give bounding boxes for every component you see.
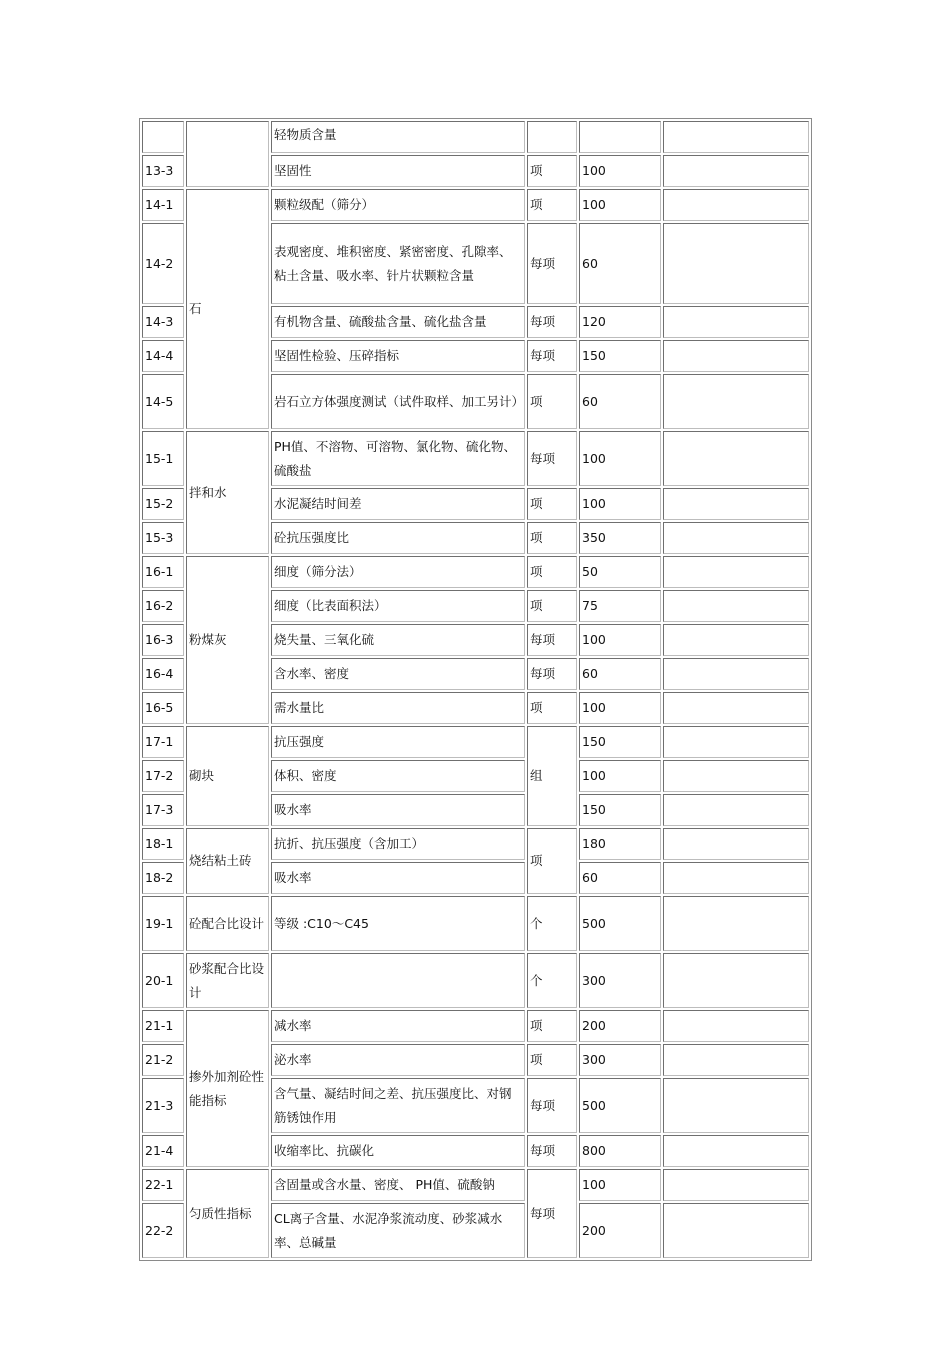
price-cell: 300 xyxy=(579,1044,661,1076)
item-code-cell: 20-1 xyxy=(142,953,184,1008)
test-item-cell: 砼抗压强度比 xyxy=(271,522,525,554)
test-item-cell: 颗粒级配（筛分） xyxy=(271,189,525,221)
price-cell: 100 xyxy=(579,624,661,656)
table-row xyxy=(142,828,809,860)
price-cell: 100 xyxy=(579,488,661,520)
item-code-cell: 18-2 xyxy=(142,862,184,894)
test-item-cell: 吸水率 xyxy=(271,862,525,894)
price-cell: 60 xyxy=(579,862,661,894)
price-cell: 100 xyxy=(579,189,661,221)
item-code-cell: 14-2 xyxy=(142,223,184,304)
test-item-cell: 吸水率 xyxy=(271,794,525,826)
item-code-cell: 22-1 xyxy=(142,1169,184,1201)
price-cell: 500 xyxy=(579,1078,661,1133)
price-cell: 60 xyxy=(579,658,661,690)
unit-cell: 项 xyxy=(527,488,577,520)
note-cell xyxy=(663,692,809,724)
price-cell: 75 xyxy=(579,590,661,622)
unit-cell: 每项 xyxy=(527,223,577,304)
note-cell xyxy=(663,1078,809,1133)
price-cell: 150 xyxy=(579,340,661,372)
table-row xyxy=(142,189,809,221)
item-code-cell: 16-1 xyxy=(142,556,184,588)
test-fee-table xyxy=(139,118,812,1261)
price-cell: 60 xyxy=(579,223,661,304)
unit-cell: 项 xyxy=(527,828,577,894)
item-code-cell: 17-3 xyxy=(142,794,184,826)
note-cell xyxy=(663,794,809,826)
category-cell: 匀质性指标 xyxy=(186,1169,269,1258)
test-item-cell: 减水率 xyxy=(271,1010,525,1042)
unit-cell: 个 xyxy=(527,953,577,1008)
test-item-cell: PH值、不溶物、可溶物、氯化物、硫化物、硫酸盐 xyxy=(271,431,525,486)
category-cell xyxy=(186,121,269,187)
item-code-cell: 16-4 xyxy=(142,658,184,690)
price-cell: 50 xyxy=(579,556,661,588)
item-code-cell: 21-3 xyxy=(142,1078,184,1133)
unit-cell: 项 xyxy=(527,692,577,724)
test-item-cell: 细度（筛分法） xyxy=(271,556,525,588)
test-item-cell: 坚固性 xyxy=(271,155,525,187)
category-cell: 砂浆配合比设计 xyxy=(186,953,269,1008)
table-row xyxy=(142,1010,809,1042)
unit-cell: 每项 xyxy=(527,1169,577,1258)
note-cell xyxy=(663,828,809,860)
table-row xyxy=(142,431,809,486)
item-code-cell: 14-3 xyxy=(142,306,184,338)
item-code-cell: 17-2 xyxy=(142,760,184,792)
test-item-cell: 坚固性检验、压碎指标 xyxy=(271,340,525,372)
test-item-cell: 抗压强度 xyxy=(271,726,525,758)
unit-cell: 项 xyxy=(527,1010,577,1042)
note-cell xyxy=(663,1044,809,1076)
unit-cell: 项 xyxy=(527,556,577,588)
item-code-cell: 16-5 xyxy=(142,692,184,724)
note-cell xyxy=(663,1135,809,1167)
note-cell xyxy=(663,1010,809,1042)
note-cell xyxy=(663,862,809,894)
test-item-cell: 需水量比 xyxy=(271,692,525,724)
test-item-cell: 水泥凝结时间差 xyxy=(271,488,525,520)
unit-cell: 项 xyxy=(527,189,577,221)
unit-cell: 每项 xyxy=(527,340,577,372)
category-cell: 砼配合比设计 xyxy=(186,896,269,951)
item-code-cell: 16-2 xyxy=(142,590,184,622)
category-cell: 粉煤灰 xyxy=(186,556,269,724)
unit-cell: 每项 xyxy=(527,1078,577,1133)
test-item-cell: CL离子含量、水泥净浆流动度、砂浆减水率、总碱量 xyxy=(271,1203,525,1258)
price-cell: 100 xyxy=(579,155,661,187)
item-code-cell: 15-1 xyxy=(142,431,184,486)
note-cell xyxy=(663,121,809,153)
test-item-cell: 表观密度、堆积密度、紧密密度、孔隙率、粘土含量、吸水率、针片状颗粒含量 xyxy=(271,223,525,304)
table-row xyxy=(142,726,809,758)
note-cell xyxy=(663,1169,809,1201)
note-cell xyxy=(663,624,809,656)
unit-cell: 项 xyxy=(527,374,577,429)
item-code-cell: 13-3 xyxy=(142,155,184,187)
item-code-cell: 14-1 xyxy=(142,189,184,221)
note-cell xyxy=(663,658,809,690)
item-code-cell: 15-3 xyxy=(142,522,184,554)
unit-cell: 每项 xyxy=(527,1135,577,1167)
unit-cell: 每项 xyxy=(527,658,577,690)
unit-cell: 个 xyxy=(527,896,577,951)
unit-cell: 项 xyxy=(527,522,577,554)
item-code-cell: 19-1 xyxy=(142,896,184,951)
test-item-cell: 有机物含量、硫酸盐含量、硫化盐含量 xyxy=(271,306,525,338)
unit-cell: 项 xyxy=(527,590,577,622)
unit-cell: 每项 xyxy=(527,306,577,338)
item-code-cell: 15-2 xyxy=(142,488,184,520)
test-item-cell: 收缩率比、抗碳化 xyxy=(271,1135,525,1167)
table-row xyxy=(142,556,809,588)
note-cell xyxy=(663,522,809,554)
test-item-cell: 等级 :C10～C45 xyxy=(271,896,525,951)
unit-cell: 每项 xyxy=(527,624,577,656)
item-code-cell: 16-3 xyxy=(142,624,184,656)
item-code-cell: 18-1 xyxy=(142,828,184,860)
price-cell: 100 xyxy=(579,692,661,724)
note-cell xyxy=(663,189,809,221)
note-cell xyxy=(663,896,809,951)
price-cell: 60 xyxy=(579,374,661,429)
item-code-cell: 22-2 xyxy=(142,1203,184,1258)
note-cell xyxy=(663,306,809,338)
note-cell xyxy=(663,488,809,520)
price-cell: 100 xyxy=(579,760,661,792)
price-cell: 200 xyxy=(579,1203,661,1258)
unit-cell: 项 xyxy=(527,1044,577,1076)
item-code-cell xyxy=(142,121,184,153)
category-cell: 掺外加剂砼性能指标 xyxy=(186,1010,269,1167)
price-cell: 300 xyxy=(579,953,661,1008)
price-cell: 200 xyxy=(579,1010,661,1042)
item-code-cell: 21-1 xyxy=(142,1010,184,1042)
test-item-cell: 含气量、凝结时间之差、抗压强度比、对钢筋锈蚀作用 xyxy=(271,1078,525,1133)
item-code-cell: 21-4 xyxy=(142,1135,184,1167)
note-cell xyxy=(663,223,809,304)
test-item-cell: 轻物质含量 xyxy=(271,121,525,153)
item-code-cell: 21-2 xyxy=(142,1044,184,1076)
table-row xyxy=(142,121,809,153)
test-item-cell: 含固量或含水量、密度、 PH值、硫酸钠 xyxy=(271,1169,525,1201)
item-code-cell: 14-5 xyxy=(142,374,184,429)
price-cell xyxy=(579,121,661,153)
note-cell xyxy=(663,1203,809,1258)
test-item-cell: 抗折、抗压强度（含加工） xyxy=(271,828,525,860)
price-cell: 350 xyxy=(579,522,661,554)
price-cell: 800 xyxy=(579,1135,661,1167)
category-cell: 石 xyxy=(186,189,269,429)
note-cell xyxy=(663,155,809,187)
test-item-cell: 体积、密度 xyxy=(271,760,525,792)
test-item-cell: 烧失量、三氧化硫 xyxy=(271,624,525,656)
note-cell xyxy=(663,953,809,1008)
unit-cell: 项 xyxy=(527,155,577,187)
table-row xyxy=(142,896,809,951)
test-item-cell xyxy=(271,953,525,1008)
price-cell: 500 xyxy=(579,896,661,951)
price-cell: 120 xyxy=(579,306,661,338)
note-cell xyxy=(663,374,809,429)
test-item-cell: 含水率、密度 xyxy=(271,658,525,690)
table-row xyxy=(142,1169,809,1201)
price-cell: 150 xyxy=(579,794,661,826)
note-cell xyxy=(663,760,809,792)
note-cell xyxy=(663,590,809,622)
unit-cell: 每项 xyxy=(527,431,577,486)
table-row xyxy=(142,953,809,1008)
category-cell: 砌块 xyxy=(186,726,269,826)
note-cell xyxy=(663,726,809,758)
item-code-cell: 17-1 xyxy=(142,726,184,758)
note-cell xyxy=(663,431,809,486)
unit-cell xyxy=(527,121,577,153)
test-item-cell: 细度（比表面积法） xyxy=(271,590,525,622)
item-code-cell: 14-4 xyxy=(142,340,184,372)
category-cell: 拌和水 xyxy=(186,431,269,554)
category-cell: 烧结粘土砖 xyxy=(186,828,269,894)
note-cell xyxy=(663,556,809,588)
price-cell: 100 xyxy=(579,1169,661,1201)
price-cell: 100 xyxy=(579,431,661,486)
test-item-cell: 泌水率 xyxy=(271,1044,525,1076)
note-cell xyxy=(663,340,809,372)
price-cell: 150 xyxy=(579,726,661,758)
price-cell: 180 xyxy=(579,828,661,860)
test-item-cell: 岩石立方体强度测试（试件取样、加工另计） xyxy=(271,374,525,429)
unit-cell: 组 xyxy=(527,726,577,826)
